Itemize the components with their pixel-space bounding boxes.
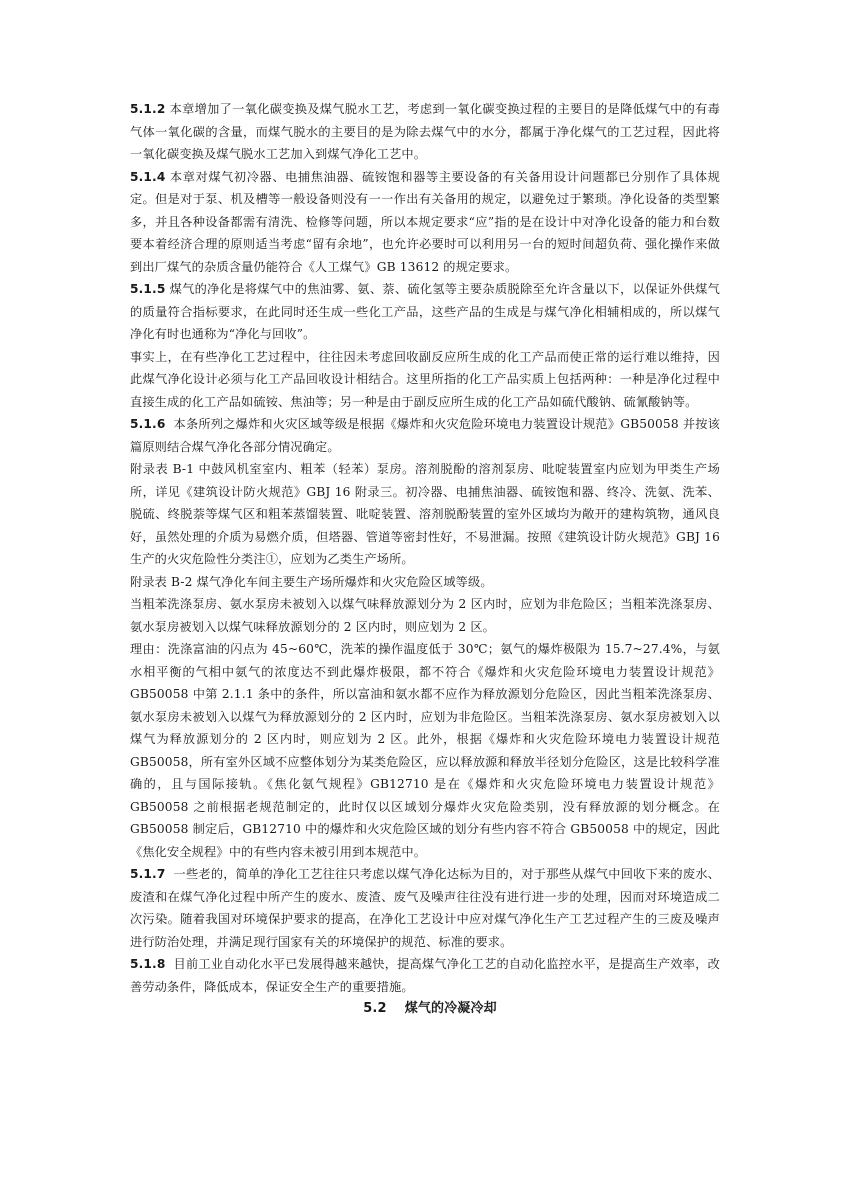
clause-5-1-6 xyxy=(130,413,720,458)
clause-text: 目前工业自动化水平已发展得越来越快，提高煤气净化工艺的自动化监控水平，是提高生产效率，改善劳动条件，降低成本，保证安全生产的重要措施。 xyxy=(130,957,720,994)
clause-number: 5.1.2 xyxy=(130,102,166,116)
clause-number: 5.1.5 xyxy=(130,282,166,296)
paragraph-text: 理由：洗涤富油的闪点为 45~60℃，洗苯的操作温度低于 30℃；氨气的爆炸极限为 15.7~27.4%，与氨水相平衡的气相中氨气的浓度达不到此爆炸极限，都不符合《爆炸和火灾危险环境电力装置设计规范》GB50058 中第 2.1.1 条中的条件，所以富油和氨水都不应作为释放源划分危险区，因此当粗苯洗涤泵房、氨水泵房未被划入以煤气为释放源划分的 2 区内时，应划为非危险区。当粗苯洗涤泵房、氨水泵房被划入以煤气为释放源划分的 2 区内时，则应划为 2 区。此外，根据《爆炸和火灾危险环境电力装置设计规范 GB50058，所有室外区域不应整体划分为某类危险区，应以释放源和释放半径划分危险区，这是比较科学准确的，且与国际接轨。《焦化氨气规程》GB12710 是在《爆炸和火灾危险环境电力装置设计规范》GB50058 之前根据老规范制定的，此时仅以区域划分爆炸火灾危险类别，没有释放源的划分概念。在 GB50058 制定后，GB12710 中的爆炸和火灾危险区域的划分有些内容不符合 GB50058 中的规定，因此《焦化安全规程》中的有些内容未被引用到本规范中。 xyxy=(130,642,720,859)
clause-5-1-7 xyxy=(130,863,720,953)
section-heading xyxy=(130,998,720,1020)
paragraph-text: 事实上，在有些净化工艺过程中，往往因未考虑回收副反应所生成的化工产品而使正常的运行难以维持，因此煤气净化设计必须与化工产品回收设计相结合。这里所指的化工产品实质上包括两种：一种是净化过程中直接生成的化工产品如硫铵、焦油等；另一种是由于副反应所生成的化工产品如硫代酸钠、硫氰酸钠等。 xyxy=(130,349,720,409)
rationale-paragraph xyxy=(130,638,720,863)
clause-5-1-5-continued xyxy=(130,346,720,414)
section-number: 5.2 xyxy=(363,1001,387,1016)
clause-text: 一些老的，简单的净化工艺往往只考虑以煤气净化达标为目的，对于那些从煤气中回收下来的废水、废渣和在煤气净化过程中所产生的废水、废渣、废气及噪声往往没有进行进一步的处理，因而对环境造成二次污染。随着我国对环境保护要求的提高，在净化工艺设计中应对煤气净化生产工艺过程产生的三废及噪声进行防治处理，并满足现行国家有关的环境保护的规范、标准的要求。 xyxy=(130,867,720,949)
clause-number: 5.1.8 xyxy=(130,957,166,971)
appendix-b2-note xyxy=(130,571,720,594)
clause-5-1-2 xyxy=(130,98,720,166)
clause-text: 本章对煤气初冷器、电捕焦油器、硫铵饱和器等主要设备的有关备用设计问题都已分别作了具体规定。但是对于泵、机及槽等一般设备则没有一一作出有关备用的规定，以避免过于繁琐。净化设备的类型繁多，并且各种设备都需有清洗、检修等问题，所以本规定要求“应”指的是在设计中对净化设备的能力和台数要本着经济合理的原则适当考虑“留有余地”，也允许必要时可以利用另一台的短时间超负荷、强化操作来做到出厂煤气的杂质含量仍能符合《人工煤气》GB 13612 的规定要求。 xyxy=(130,169,720,274)
paragraph-text: 当粗苯洗涤泵房、氨水泵房未被划入以煤气味释放源划分为 2 区内时，应划为非危险区；当粗苯洗涤泵房、氨水泵房被划入以煤气味释放源划分的 2 区内时，则应划为 2 区。 xyxy=(130,597,720,634)
clause-number: 5.1.4 xyxy=(130,169,166,184)
appendix-b1-note xyxy=(130,458,720,571)
clause-text: 煤气的净化是将煤气中的焦油雾、氨、萘、硫化氢等主要杂质脱除至允许含量以下，以保证外供煤气的质量符合指标要求，在此同时还生成一些化工产品，这些产品的生成是与煤气净化相辅相成的，所以煤气净化有时也通称为“净化与回收”。 xyxy=(130,282,720,341)
clause-5-1-8 xyxy=(130,953,720,998)
clause-text: 本章增加了一氧化碳变换及煤气脱水工艺，考虑到一氧化碳变换过程的主要目的是降低煤气中的有毒气体一氧化碳的含量，而煤气脱水的主要目的是为除去煤气中的水分，都属于净化煤气的工艺过程，因此将一氧化碳变换及煤气脱水工艺加入到煤气净化工艺中。 xyxy=(130,102,720,161)
clause-5-1-5 xyxy=(130,278,720,346)
clause-number: 5.1.6 xyxy=(130,417,166,431)
paragraph-text: 附录表 B-1 中鼓风机室室内、粗苯（轻苯）泵房。溶剂脱酚的溶剂泵房、吡啶装置室内应划为甲类生产场所，详见《建筑设计防火规范》GBJ 16 附录三。初冷器、电捕焦油器、硫铵饱和器、终冷、洗氨、洗苯、脱硫、终脱萘等煤气区和粗苯蒸馏装置、吡啶装置、溶剂脱酚装置的室外区域均为敞开的建构筑物，通风良好，虽然处理的介质为易燃介质，但塔器、管道等密封性好，不易泄漏。按照《建筑设计防火规范》GBJ 16 生产的火灾危险性分类注①，应划为乙类生产场所。 xyxy=(130,462,720,566)
paragraph-text: 附录表 B-2 煤气净化车间主要生产场所爆炸和火灾危险区域等级。 xyxy=(130,574,493,589)
pump-room-rule xyxy=(130,593,720,638)
document-page xyxy=(130,98,720,1020)
section-title: 煤气的冷凝冷却 xyxy=(404,1001,497,1016)
clause-number: 5.1.7 xyxy=(130,867,166,881)
clause-text: 本条所列之爆炸和火灾区域等级是根据《爆炸和火灾危险环境电力装置设计规范》GB50058 并按该篇原则结合煤气净化各部分情况确定。 xyxy=(130,417,720,454)
clause-5-1-4 xyxy=(130,166,720,279)
